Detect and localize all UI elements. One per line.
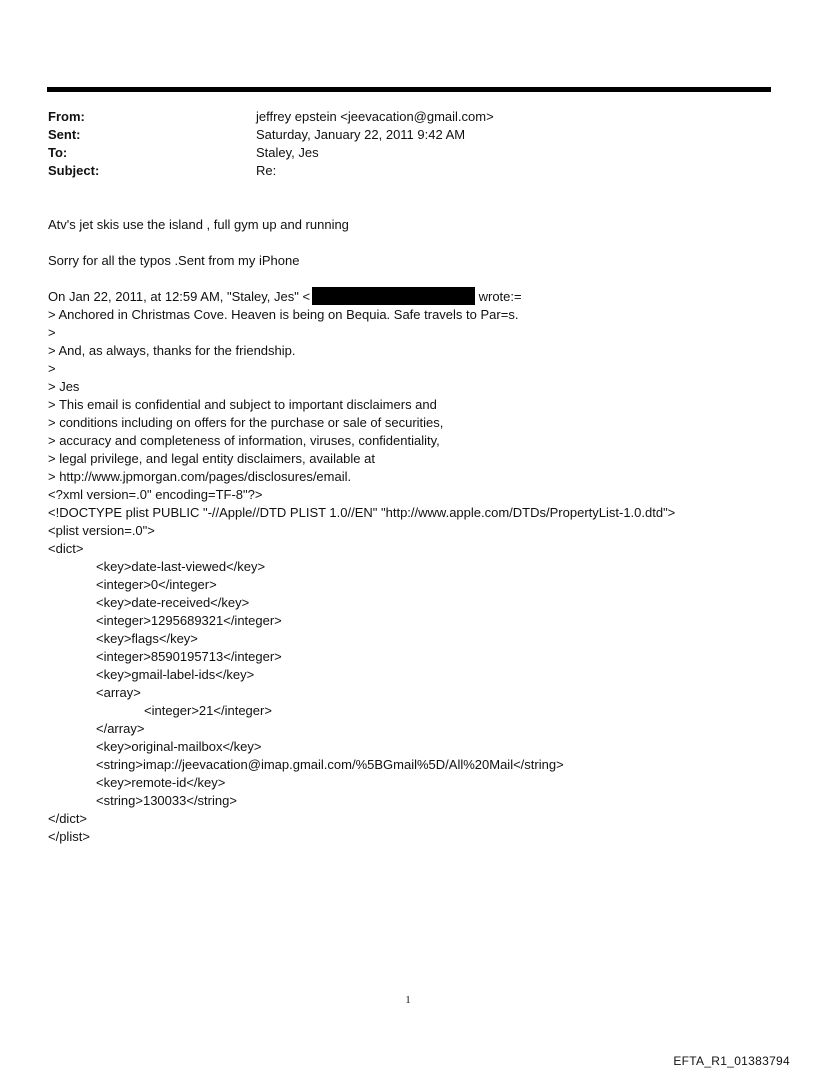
subject-label: Subject: xyxy=(48,163,100,178)
plist-line: <key>flags</key> xyxy=(96,631,198,646)
quoted-line: > legal privilege, and legal entity disclaimers, available at xyxy=(48,451,375,466)
plist-line: </plist> xyxy=(48,829,90,844)
to-label: To: xyxy=(48,145,68,160)
quoted-line: > accuracy and completeness of information, viruses, confidentiality, xyxy=(48,433,440,448)
plist-line: <!DOCTYPE plist PUBLIC "-//Apple//DTD PLIST 1.0//EN" "http://www.apple.com/DTDs/PropertyList-1.0.dtd"> xyxy=(48,505,676,520)
plist-line: </dict> xyxy=(48,811,88,826)
quote-intro-left: On Jan 22, 2011, at 12:59 AM, "Staley, Jes" < xyxy=(48,289,311,304)
page-number: 1 xyxy=(405,994,411,1006)
from-label: From: xyxy=(48,109,85,124)
plist-line: <string>imap://jeevacation@imap.gmail.com/%5BGmail%5D/All%20Mail</string> xyxy=(96,757,564,772)
plist-line: <integer>1295689321</integer> xyxy=(96,613,282,628)
plist-line: <key>remote-id</key> xyxy=(96,775,226,790)
plist-line: <array> xyxy=(96,685,141,700)
redaction-box xyxy=(312,287,475,305)
to-value: Staley, Jes xyxy=(256,145,319,160)
quoted-line: > http://www.jpmorgan.com/pages/disclosures/email. xyxy=(48,469,352,484)
quoted-line: > Anchored in Christmas Cove. Heaven is being on Bequia. Safe travels to Par=s. xyxy=(48,307,519,322)
header-rule xyxy=(47,87,771,92)
plist-line: </array> xyxy=(96,721,145,736)
plist-line: <integer>0</integer> xyxy=(96,577,217,592)
body-line-1: Atv's jet skis use the island , full gym up and running xyxy=(48,217,349,232)
plist-line: <key>original-mailbox</key> xyxy=(96,739,262,754)
bates-number: EFTA_R1_01383794 xyxy=(673,1054,790,1068)
from-value: jeffrey epstein <jeevacation@gmail.com> xyxy=(256,109,494,124)
plist-line: <integer>8590195713</integer> xyxy=(96,649,282,664)
body-line-2: Sorry for all the typos .Sent from my iPhone xyxy=(48,253,300,268)
plist-line: <integer>21</integer> xyxy=(144,703,272,718)
quoted-line: > xyxy=(48,325,56,340)
plist-line: <?xml version=.0" encoding=TF-8"?> xyxy=(48,487,263,502)
quoted-line: > This email is confidential and subject to important disclaimers and xyxy=(48,397,437,412)
plist-line: <plist version=.0"> xyxy=(48,523,155,538)
plist-line: <key>date-received</key> xyxy=(96,595,250,610)
plist-line: <string>130033</string> xyxy=(96,793,237,808)
quoted-line: > And, as always, thanks for the friendship. xyxy=(48,343,296,358)
plist-line: <dict> xyxy=(48,541,84,556)
sent-value: Saturday, January 22, 2011 9:42 AM xyxy=(256,127,466,142)
subject-value: Re: xyxy=(256,163,277,178)
quoted-line: > conditions including on offers for the purchase or sale of securities, xyxy=(48,415,444,430)
quoted-line: > Jes xyxy=(48,379,80,394)
plist-line: <key>gmail-label-ids</key> xyxy=(96,667,255,682)
quoted-line: > xyxy=(48,361,56,376)
plist-line: <key>date-last-viewed</key> xyxy=(96,559,266,574)
quote-intro-right: wrote:= xyxy=(475,289,522,304)
sent-label: Sent: xyxy=(48,127,81,142)
